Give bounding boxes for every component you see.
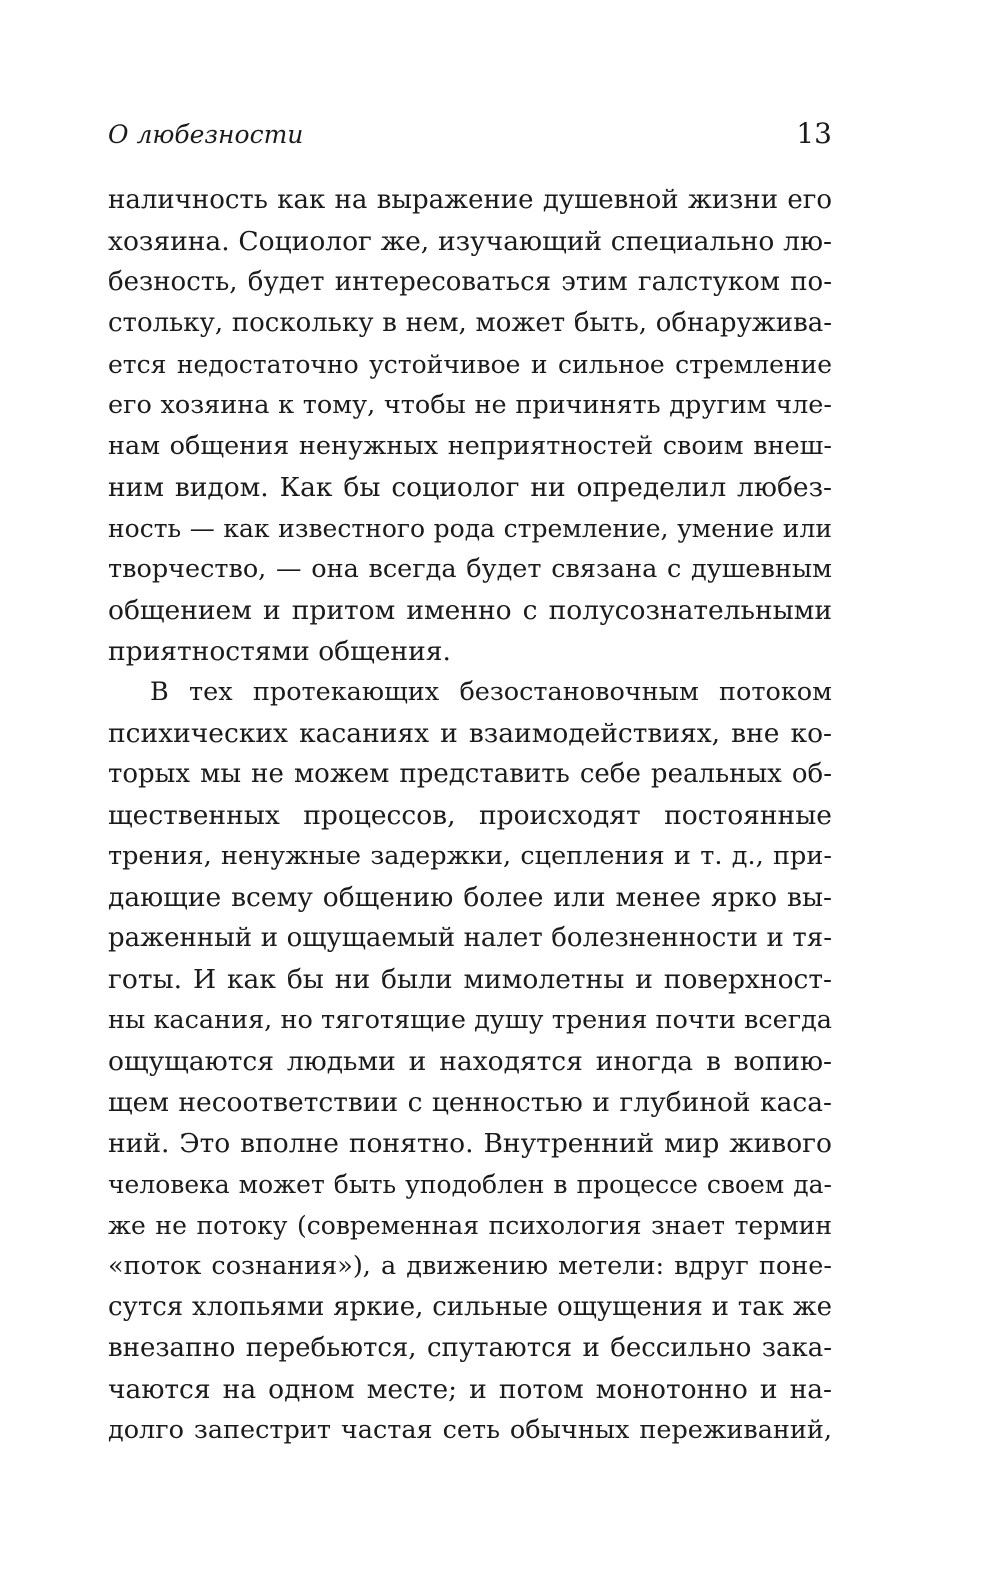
text-line: ним видом. Как бы социолог ни определил любез- [108,472,832,503]
text-line: чаются на одном месте; и потом монотонно и на- [108,1374,832,1405]
text-line: внезапно перебьются, спутаются и бессильно зака- [108,1333,832,1363]
text-line: раженный и ощущаемый налет болезненности и тя- [108,923,832,953]
page-number: 13 [796,117,832,150]
text-line: ется недостаточно устойчивое и сильное стремление [108,350,832,379]
text-line: ощущаются людьми и находятся иногда в вопию- [108,1046,832,1077]
text-line: дающие всему общению более или менее ярко вы- [108,882,832,913]
text-line: торых мы не можем представить себе реальных об- [108,759,832,789]
text-line: приятностями общения. [108,636,451,667]
text-line: человека может быть уподоблен в процессе своем да- [108,1170,832,1199]
text-line: хозяина. Социолог же, изучающий специально лю- [108,226,832,257]
text-line: щественных процессов, происходят постоянные [108,800,832,831]
text-line: ний. Это вполне понятно. Внутренний мир живого [108,1128,832,1159]
text-line: же не потоку (современная психология знает термин [108,1211,832,1240]
text-line: безность, будет интересоваться этим галстуком по- [108,267,832,297]
text-line: ны касания, но тяготящие душу трения почти всегда [108,1005,832,1035]
text-line: трения, ненужные задержки, сцепления и т. д., при- [108,841,832,871]
text-line: творчество, — она всегда будет связана с душевным [108,554,832,584]
text-line: психических касаниях и взаимодействиях, вне ко- [108,718,832,749]
text-line: сутся хлопьями яркие, сильные ощущения и так же [108,1292,832,1322]
text-line: готы. И как бы ни были мимолетны и поверхност- [108,964,832,995]
text-line: долго запестрит частая сеть обычных переживаний, [108,1415,832,1445]
text-line: стольку, поскольку в нем, может быть, обнаружива- [108,308,832,338]
text-line: наличность как на выражение душевной жизни его [108,185,832,215]
text-line: В тех протекающих безостановочным потоком [150,677,832,707]
paragraph-1 [108,180,832,672]
text-line: щем несоответствии с ценностью и глубиной каса- [108,1087,832,1118]
text-line: ность — как известного рода стремление, умение или [108,514,832,543]
text-line: его хозяина к тому, чтобы не причинять другим чле- [108,390,832,420]
running-header [108,118,832,158]
text-line: нам общения ненужных неприятностей своим внеш- [108,431,832,461]
paragraph-2 [108,672,832,1451]
text-line: «поток сознания»), а движению метели: вдруг поне- [108,1251,832,1281]
chapter-title: О любезности [108,120,304,149]
text-line: общением и притом именно с полусознательными [108,595,832,626]
body-text [108,180,832,1451]
